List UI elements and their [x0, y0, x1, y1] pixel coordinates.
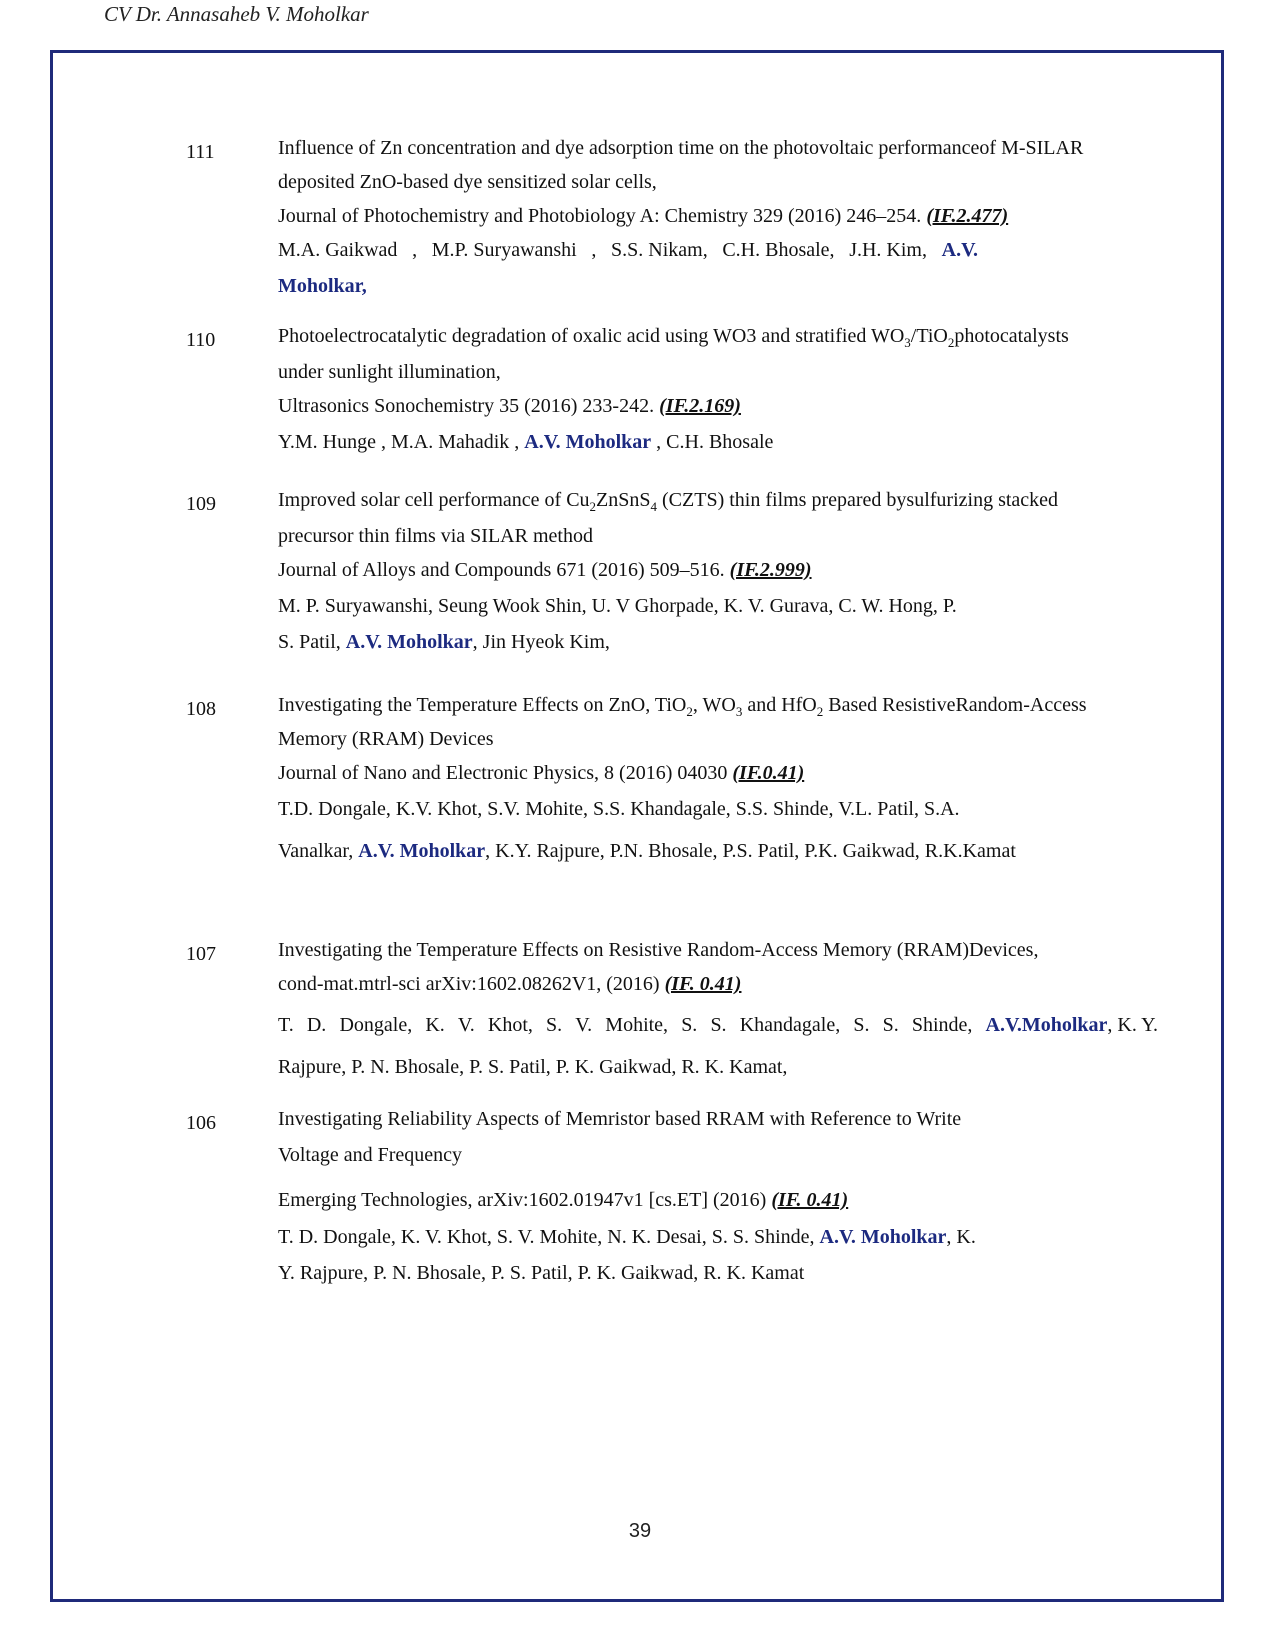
entry-title-cont: Voltage and Frequency: [278, 1144, 463, 1166]
author: J.H. Kim,: [849, 239, 927, 261]
highlighted-author: A.V. Moholkar: [524, 431, 652, 453]
entry-authors: T.D. Dongale, K.V. Khot, S.V. Mohite, S.S. Khandagale, S.S. Shinde, V.L. Patil, S.A.: [278, 798, 960, 820]
title-part: sulfurizing stacked: [906, 489, 1059, 511]
entry-title: Investigating the Temperature Effects on Resistive Random-Access Memory (RRAM)Devices,: [278, 939, 1039, 961]
authors-text: T. D. Dongale, K. V. Khot, S. V. Mohite, N. K. Desai, S. S. Shinde,: [278, 1226, 815, 1248]
entry-title: [278, 325, 1069, 351]
highlighted-author: A.V.: [941, 239, 978, 261]
title-part: Random-Access: [955, 694, 1087, 716]
authors-text: Y.M. Hunge , M.A. Mahadik ,: [278, 431, 520, 453]
journal-text: Journal of Photochemistry and Photobiology A: Chemistry 329 (2016) 246–254.: [278, 205, 922, 227]
author: M.P. Suryawanshi: [431, 239, 577, 261]
highlighted-author: A.V. Moholkar: [345, 631, 473, 653]
entry-number: 109: [186, 493, 216, 515]
subscript: 2: [947, 335, 955, 350]
entry-authors: M. P. Suryawanshi, Seung Wook Shin, U. V Ghorpade, K. V. Gurava, C. W. Hong, P.: [278, 595, 957, 617]
title-part: and HfO: [742, 694, 817, 716]
author-part: D.: [306, 1014, 327, 1036]
author-part: T.: [278, 1014, 294, 1036]
entry-authors-cont: Y. Rajpure, P. N. Bhosale, P. S. Patil, P. K. Gaikwad, R. K. Kamat: [278, 1262, 805, 1284]
author-part: Mohite,: [605, 1014, 669, 1036]
entry-authors: [278, 239, 978, 262]
entry-authors-cont: [278, 840, 1016, 863]
author: M.A. Gaikwad: [278, 239, 398, 261]
entry-authors-cont: [278, 631, 610, 654]
entry-number: 110: [186, 329, 216, 351]
cv-header: CV Dr. Annasaheb V. Moholkar: [104, 2, 369, 26]
title-part: , WO: [692, 694, 736, 716]
title-part: Improved solar cell performance of Cu: [278, 489, 590, 511]
page-frame: [50, 50, 1224, 1602]
entry-journal: [278, 559, 812, 582]
entry-journal: [278, 205, 1008, 228]
separator: ,: [591, 239, 597, 261]
subscript: 3: [904, 335, 911, 350]
entry-number: 108: [186, 698, 216, 720]
subscript: 2: [686, 704, 693, 719]
entry-number: 106: [186, 1112, 216, 1134]
subscript: 3: [735, 704, 743, 719]
entry-title-cont: precursor thin films via SILAR method: [278, 525, 593, 547]
authors-text: , Jin Hyeok Kim,: [472, 631, 610, 653]
author-part: S.: [681, 1014, 698, 1036]
separator: ,: [412, 239, 418, 261]
author-part: S.: [882, 1014, 899, 1036]
authors-text: Vanalkar,: [278, 840, 354, 862]
highlighted-author: A.V. Moholkar: [358, 840, 486, 862]
impact-factor: (IF.0.41): [732, 762, 805, 784]
author-part: V.: [457, 1014, 475, 1036]
author-part: S.: [853, 1014, 870, 1036]
entry-journal: [278, 973, 741, 996]
entry-journal: [278, 1189, 848, 1212]
author-part: K.: [425, 1014, 445, 1036]
title-part: Photoelectrocatalytic degradation of oxalic acid using WO3 and stratified WO: [278, 325, 905, 347]
title-part: /TiO: [910, 325, 948, 347]
impact-factor: (IF. 0.41): [664, 973, 742, 995]
authors-text: , K.Y. Rajpure, P.N. Bhosale, P.S. Patil, P.K. Gaikwad, R.K.Kamat: [485, 840, 1016, 862]
title-part: Investigating the Temperature Effects on ZnO, TiO: [278, 694, 687, 716]
impact-factor: (IF.2.169): [659, 395, 741, 417]
entry-title-cont: under sunlight illumination,: [278, 361, 501, 383]
highlighted-author: A.V. Moholkar: [819, 1226, 947, 1248]
entry-journal: [278, 762, 804, 785]
subscript: 4: [650, 499, 658, 514]
entry-authors: [278, 1226, 976, 1249]
impact-factor: (IF.2.477): [926, 205, 1009, 227]
author: C.H. Bhosale,: [722, 239, 835, 261]
title-part: photocatalysts: [954, 325, 1069, 347]
entry-title-cont: deposited ZnO-based dye sensitized solar cells,: [278, 171, 657, 193]
authors-text: , K.: [946, 1226, 976, 1248]
impact-factor: (IF. 0.41): [771, 1189, 849, 1211]
entry-number: 111: [186, 141, 215, 163]
author-part: S.: [546, 1014, 563, 1036]
author-part: Shinde,: [911, 1014, 973, 1036]
entry-number: 107: [186, 943, 216, 965]
title-part: (CZTS) thin films prepared by: [657, 489, 907, 511]
subscript: 2: [589, 499, 597, 514]
author-part: Khot,: [487, 1014, 533, 1036]
journal-text: cond-mat.mtrl-sci arXiv:1602.08262V1, (2016): [278, 973, 660, 995]
highlighted-author-cont: Moholkar,: [278, 275, 367, 297]
journal-text: Emerging Technologies, arXiv:1602.01947v1 [cs.ET] (2016): [278, 1189, 767, 1211]
entry-authors: [278, 431, 773, 454]
entry-title-cont: Memory (RRAM) Devices: [278, 728, 494, 750]
highlighted-author-group: [986, 1014, 1158, 1037]
highlighted-author: A.V.Moholkar: [985, 1014, 1108, 1036]
entry-title: [278, 694, 1087, 720]
entry-authors-cont: Rajpure, P. N. Bhosale, P. S. Patil, P. K. Gaikwad, R. K. Kamat,: [278, 1056, 788, 1078]
entry-title: [278, 489, 1058, 515]
author-part: S.: [710, 1014, 727, 1036]
author-part: Dongale,: [339, 1014, 413, 1036]
authors-text: , C.H. Bhosale: [656, 431, 774, 453]
author-part: Khandagale,: [739, 1014, 841, 1036]
entry-authors: [278, 1014, 1158, 1037]
page-number: 39: [628, 1520, 652, 1542]
author-part: , K. Y.: [1107, 1014, 1158, 1036]
author: S.S. Nikam,: [611, 239, 708, 261]
title-part: Based Resistive: [823, 694, 956, 716]
entry-journal: [278, 395, 741, 418]
impact-factor: (IF.2.999): [729, 559, 812, 581]
authors-text: S. Patil,: [278, 631, 341, 653]
author-part: V.: [575, 1014, 593, 1036]
subscript: 2: [816, 704, 824, 719]
entry-title: Influence of Zn concentration and dye adsorption time on the photovoltaic performanceof M-SILAR: [278, 137, 1084, 159]
journal-text: Journal of Nano and Electronic Physics, 8 (2016) 04030: [278, 762, 728, 784]
journal-text: Ultrasonics Sonochemistry 35 (2016) 233-242.: [278, 395, 655, 417]
title-part: ZnSnS: [596, 489, 651, 511]
journal-text: Journal of Alloys and Compounds 671 (2016) 509–516.: [278, 559, 725, 581]
entry-title: Investigating Reliability Aspects of Memristor based RRAM with Reference to Write: [278, 1108, 962, 1130]
